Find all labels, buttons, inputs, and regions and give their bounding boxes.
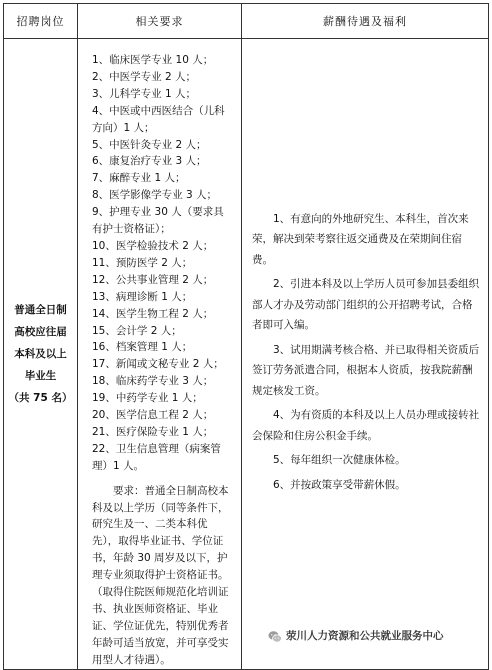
position-line: 高校应往届: [14, 325, 67, 338]
list-item: 2、中医学专业 2 人；: [92, 70, 197, 83]
watermark: [268, 628, 444, 643]
list-item: 6、康复治疗专业 3 人；: [92, 155, 207, 168]
list-item: 22、卫生信息管理（病案管 理）1 人。: [92, 442, 221, 472]
position-title: [9, 299, 73, 409]
list-item: 2、引进本科及以上学历人员可参加县委组织部人才办及劳动部门组织的公开招聘考试，合格者即可入编。: [252, 278, 480, 332]
list-item: 18、临床药学专业 3 人；: [92, 375, 214, 388]
list-item: 12、公共事业管理 2 人；: [92, 273, 214, 286]
table-body-row: [4, 39, 489, 670]
list-item: 3、试用期满考核合格、并已取得相关资质后签订劳务派遣合同，根据本人资质，按我院薪酬规定核发工资。: [252, 343, 480, 397]
requirements-note: 要求：普通全日制高校本科及以上学历（同等条件下，研究生及一、二类本科优先），取得毕业证书、学位证书，年龄 30 周岁及以下，护理专业须取得护士资格证书。（取得住院医师规范化培训证书、执业医师资格证、毕业证、学位证优先，特别优秀者年龄可适当放宽，并可享受实用型人才待遇）。: [92, 484, 229, 666]
table-header-row: [4, 4, 489, 39]
position-count: （共 75 名）: [8, 391, 73, 404]
list-item: 20、医学信息工程 2 人；: [92, 409, 214, 422]
list-item: 13、病理诊断 1 人；: [92, 290, 193, 303]
requirements-list: [78, 39, 241, 483]
list-item: 10、医学检验技术 2 人；: [92, 239, 214, 252]
list-item: 1、有意向的外地研究生、本科生，首次来荣，解决到荣考察往返交通费及在荣期间住宿费。: [252, 212, 469, 266]
watermark-text: 荥川人力资源和公共就业服务中心: [286, 630, 444, 642]
list-item: 4、为有资质的本科及以上人员办理或接转社会保险和住房公积金手续。: [252, 409, 480, 442]
header-requirements: 相关要求: [78, 4, 242, 39]
list-item: 6、并按政策享受带薪休假。: [273, 478, 406, 491]
list-item: 14、医学生物工程 2 人；: [92, 307, 214, 320]
wechat-icon: [268, 629, 282, 643]
recruitment-table: [3, 3, 489, 670]
list-item: 17、新闻或文秘专业 2 人；: [92, 358, 224, 371]
requirements-cell: [78, 39, 242, 670]
position-cell: [4, 39, 78, 670]
list-item: 21、医疗保险专业 1 人；: [92, 425, 214, 438]
list-item: 3、儿科学专业 1 人；: [92, 87, 197, 100]
list-item: 11、预防医学 2 人；: [92, 256, 193, 269]
position-line: 毕业生: [24, 369, 57, 382]
list-item: 9、护理专业 30 人（要求具 有护士资格证）；: [92, 206, 224, 236]
header-benefits: 薪酬待遇及福利: [242, 4, 489, 39]
list-item: 15、会计学 2 人；: [92, 324, 182, 337]
list-item: 7、麻醉专业 1 人；: [92, 172, 186, 185]
list-item: 19、中药学专业 1 人；: [92, 392, 203, 405]
list-item: 5、每年组织一次健康体检。: [273, 454, 406, 467]
header-position: 招聘岗位: [4, 4, 78, 39]
benefits-cell: [242, 39, 489, 670]
position-line: 普通全日制: [14, 303, 67, 316]
list-item: 4、中医或中西医结合（儿科 方向）1 人；: [92, 104, 225, 134]
list-item: 1、临床医学专业 10 人；: [92, 54, 214, 66]
list-item: 16、档案管理 1 人；: [92, 341, 193, 354]
list-item: 5、中医针灸专业 2 人；: [92, 138, 207, 151]
list-item: 8、医学影像学专业 3 人；: [92, 189, 218, 202]
position-line: 本科及以上: [14, 347, 67, 360]
benefits-list: [242, 209, 488, 496]
